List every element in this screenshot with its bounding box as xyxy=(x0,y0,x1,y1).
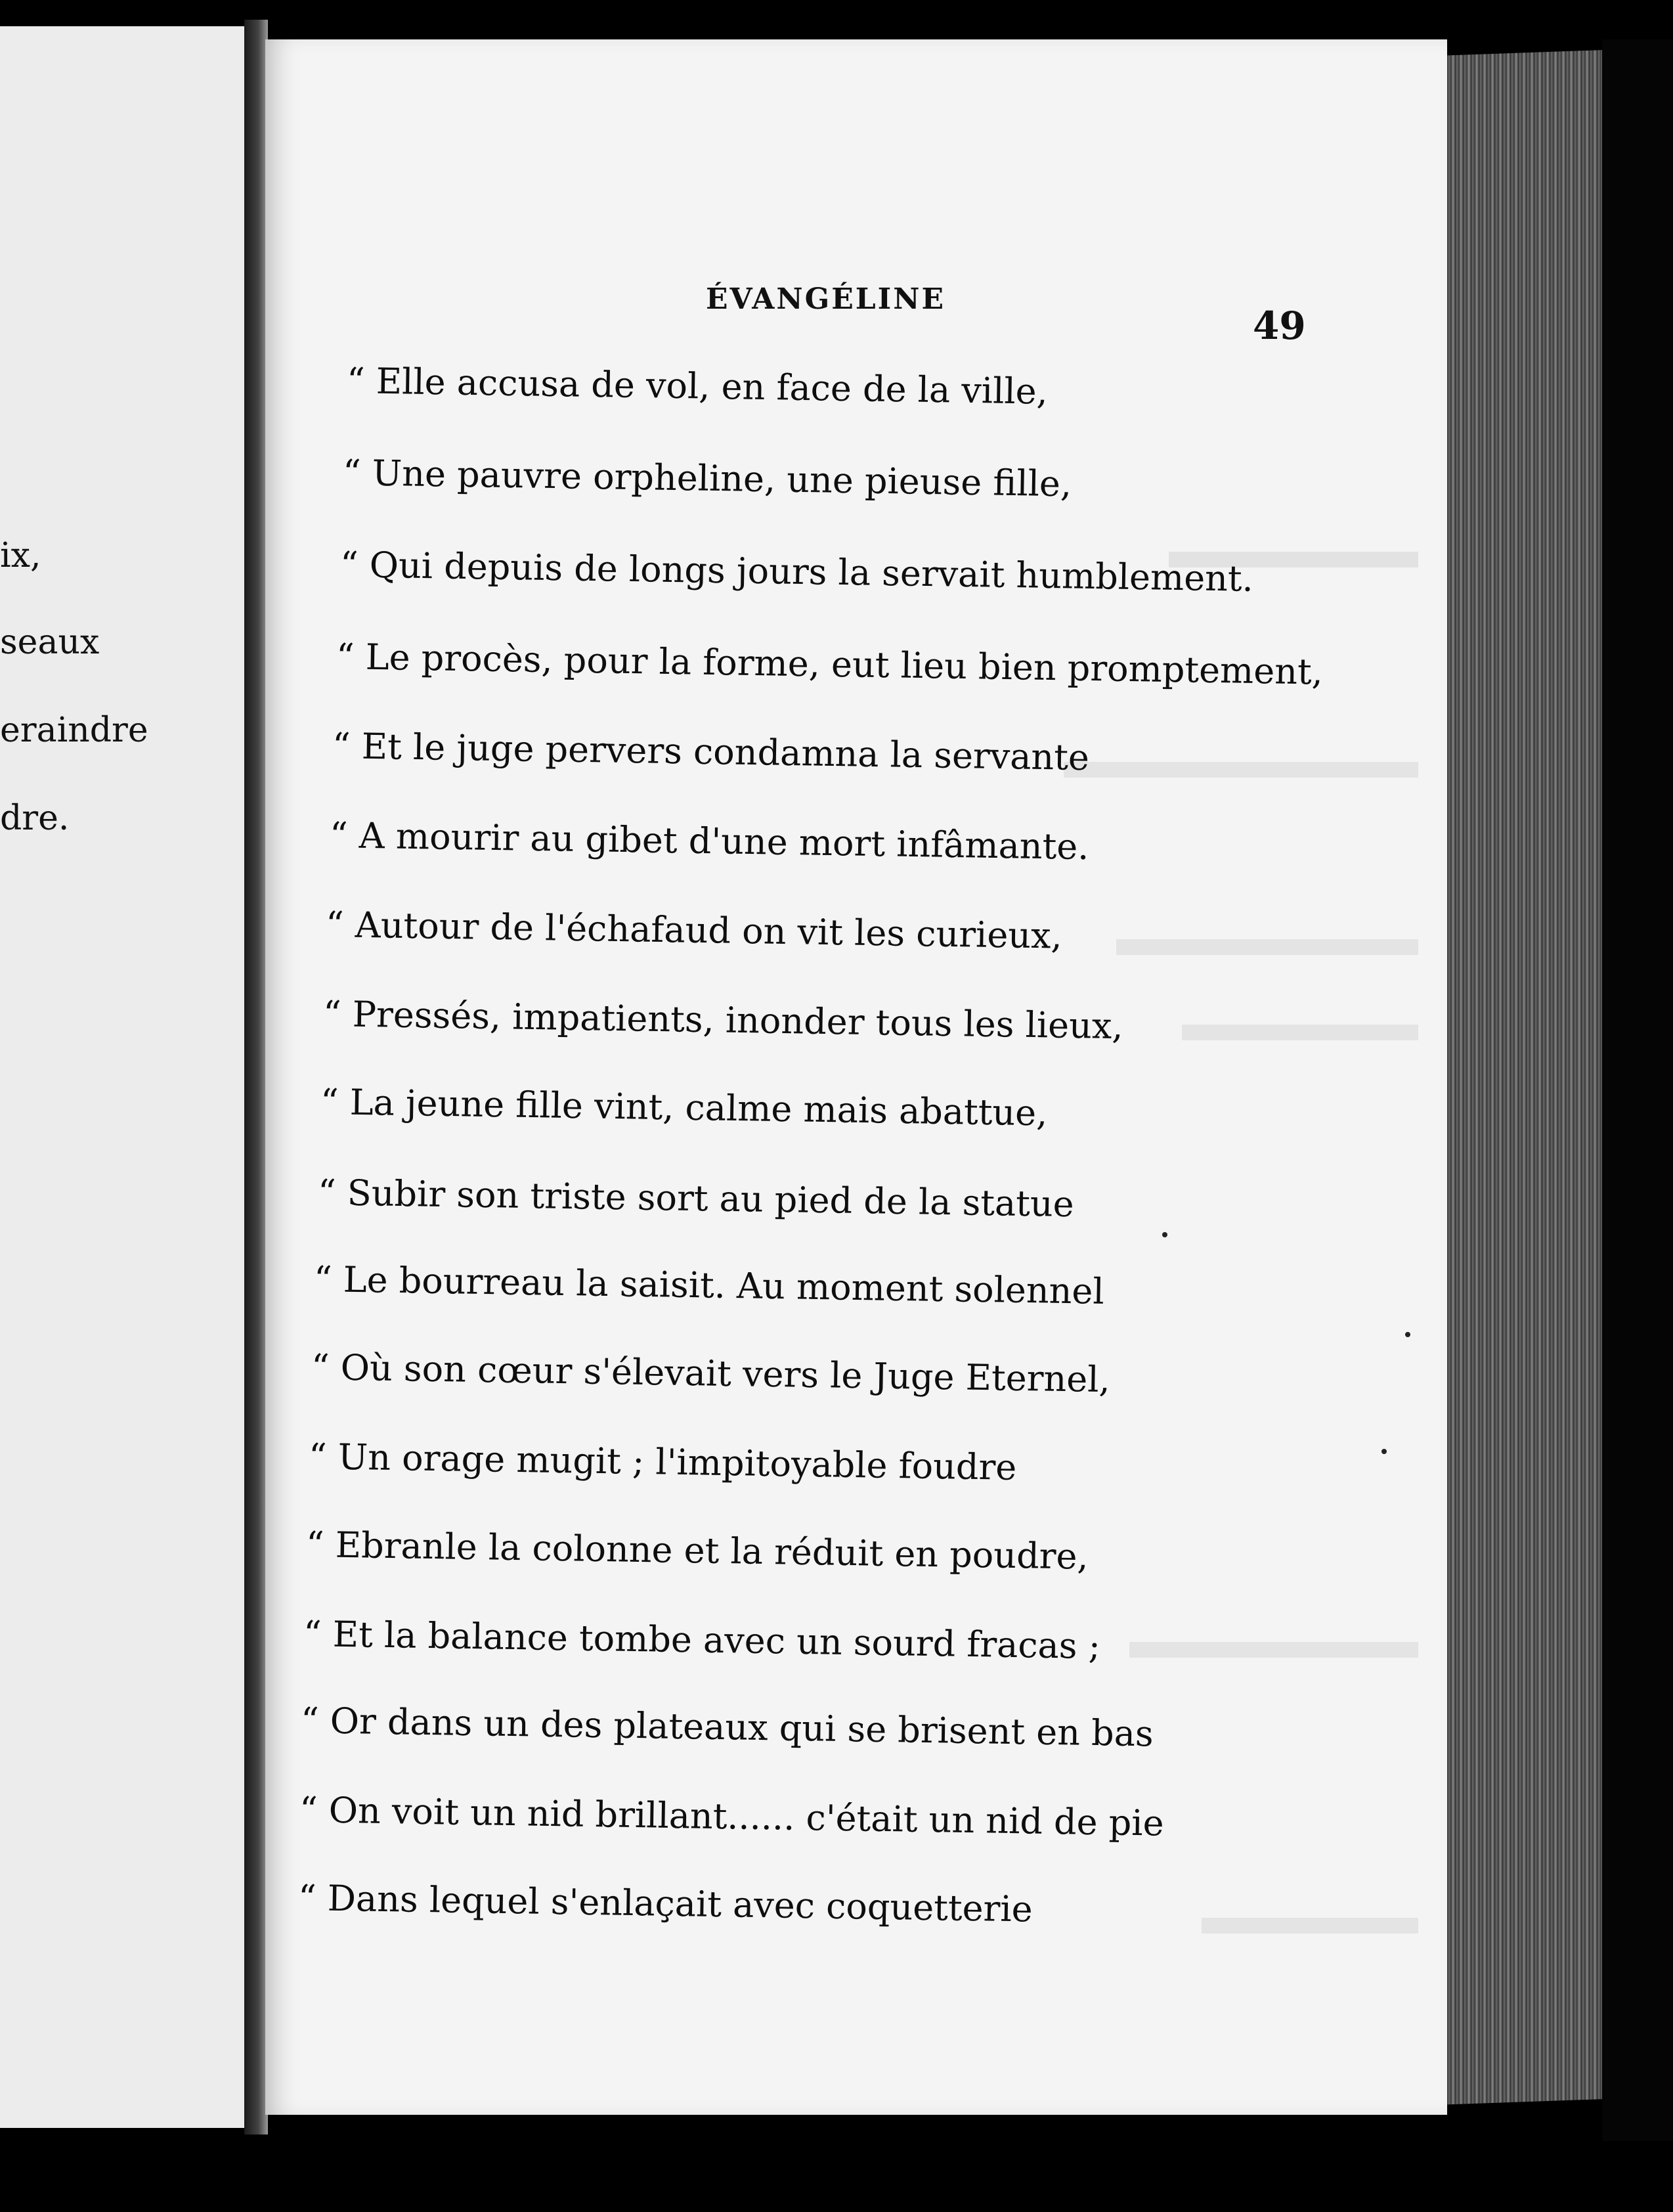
verse-line: “ Dans lequel s'enlaçait avec coquetterie xyxy=(297,1877,1033,1930)
show-through-mark xyxy=(1129,1642,1418,1658)
scan-border xyxy=(1602,39,1673,2141)
book-gutter xyxy=(244,20,268,2135)
verse-line: “ On voit un nid brillant...... c'était un nid de pie xyxy=(299,1789,1165,1844)
verse-line: “ Subir son triste sort au pied de la statue xyxy=(317,1172,1075,1226)
verse-line: “ Elle accusa de vol, en face de la ville, xyxy=(346,360,1049,412)
verse-line: “ Qui depuis de longs jours la servait humblement. xyxy=(339,544,1254,600)
running-header: ÉVANGÉLINE xyxy=(706,282,946,316)
verse-line: “ Une pauvre orpheline, une pieuse fille, xyxy=(342,452,1072,505)
left-page-line: ix, xyxy=(0,536,41,575)
show-through-mark xyxy=(1182,1025,1418,1040)
show-through-mark xyxy=(1202,1918,1418,1934)
dust-speck xyxy=(1405,1332,1410,1337)
dust-speck xyxy=(1162,1232,1167,1237)
verse-line: “ Autour de l'échafaud on vit les curieux, xyxy=(325,904,1063,957)
show-through-mark xyxy=(1116,939,1418,955)
verse-line: “ Et le juge pervers condamna la servante xyxy=(332,725,1090,779)
verse-line: “ Où son cœur s'élevait vers le Juge Eternel, xyxy=(311,1346,1111,1401)
verse-line: “ Le bourreau la saisit. Au moment solennel xyxy=(313,1258,1105,1312)
left-page-line: eraindre xyxy=(0,711,148,750)
dust-speck xyxy=(1381,1449,1387,1454)
verse-line: “ Ebranle la colonne et la réduit en poudre, xyxy=(305,1524,1089,1578)
verse-line: “ Le procès, pour la forme, eut lieu bien promptement, xyxy=(336,636,1324,693)
left-page-fragment xyxy=(0,26,250,2128)
verse-line: “ La jeune fille vint, calme mais abattue, xyxy=(320,1081,1048,1134)
page-edges xyxy=(1447,50,1611,2105)
left-page-line: seaux xyxy=(0,623,100,662)
verse-line: “ A mourir au gibet d'une mort infâmante. xyxy=(329,814,1089,868)
show-through-mark xyxy=(1064,762,1418,778)
verse-line: “ Un orage mugit ; l'impitoyable foudre xyxy=(308,1436,1017,1488)
verse-line: “ Et la balance tombe avec un sourd fracas ; xyxy=(303,1613,1101,1668)
verse-line: “ Pressés, impatients, inonder tous les lieux, xyxy=(322,993,1124,1048)
verse-line: “ Or dans un des plateaux qui se brisent en bas xyxy=(300,1700,1154,1755)
page-number: 49 xyxy=(1253,303,1306,348)
left-page-line: dre. xyxy=(0,799,70,838)
